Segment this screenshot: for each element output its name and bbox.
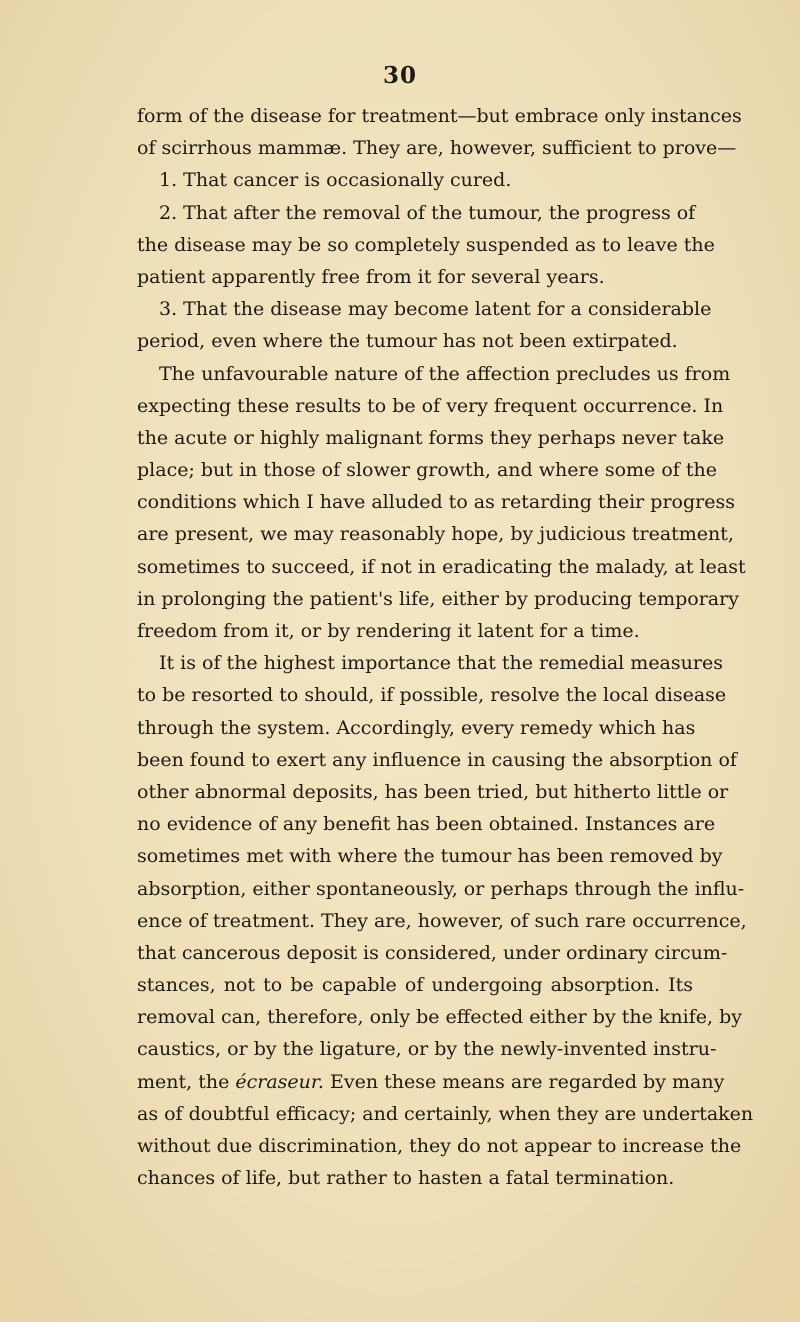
text-line: sometimes met with where the tumour has been removed by	[137, 845, 723, 868]
text-line: patient apparently free from it for several years.	[137, 265, 605, 288]
text-line: been found to exert any influence in causing the absorption of	[137, 748, 737, 771]
text-line: period, even where the tumour has not been extirpated.	[137, 330, 678, 353]
text-line: 3. That the disease may become latent for a considerable	[159, 298, 712, 321]
text-line: 2. That after the removal of the tumour, the progress of	[159, 201, 696, 224]
body-text	[137, 100, 754, 1194]
text-line: absorption, either spontaneously, or perhaps through the influ-	[137, 877, 745, 900]
text-line: conditions which I have alluded to as retarding their progress	[137, 491, 735, 514]
text-line: that cancerous deposit is considered, under ordinary circum-	[137, 941, 728, 964]
text-segment: ment, the	[137, 1070, 236, 1093]
text-line: It is of the highest importance that the remedial measures	[159, 652, 723, 675]
text-line: removal can, therefore, only be effected either by the knife, by	[137, 1006, 742, 1029]
text-line-with-italic	[137, 1066, 725, 1098]
text-segment: Even these means are regarded by many	[323, 1070, 725, 1093]
text-line: as of doubtful efficacy; and certainly, when they are undertaken	[137, 1102, 754, 1125]
text-line: are present, we may reasonably hope, by judicious treatment,	[137, 523, 734, 546]
text-line: caustics, or by the ligature, or by the newly-invented instru-	[137, 1038, 717, 1061]
text-line: other abnormal deposits, has been tried, but hitherto little or	[137, 780, 729, 803]
text-line: expecting these results to be of very frequent occurrence. In	[137, 394, 724, 417]
text-line: stances, not to be capable of undergoing absorption. Its	[137, 974, 693, 997]
text-line: the disease may be so completely suspended as to leave the	[137, 233, 715, 256]
text-line: to be resorted to should, if possible, resolve the local disease	[137, 684, 727, 707]
text-line: in prolonging the patient's life, either by producing temporary	[137, 587, 739, 610]
page-number: 30	[382, 62, 417, 89]
text-line: The unfavourable nature of the affection precludes us from	[159, 362, 731, 385]
text-line: 1. That cancer is occasionally cured.	[159, 169, 512, 192]
text-line: the acute or highly malignant forms they perhaps never take	[137, 426, 725, 449]
text-line: freedom from it, or by rendering it latent for a time.	[137, 620, 640, 642]
text-line: through the system. Accordingly, every remedy which has	[137, 716, 696, 739]
text-line: without due discrimination, they do not appear to increase the	[137, 1135, 742, 1157]
italic-term: écraseur.	[235, 1070, 324, 1093]
text-line: chances of life, but rather to hasten a fatal termination.	[137, 1167, 675, 1190]
text-line: ence of treatment. They are, however, of such rare occurrence,	[137, 909, 747, 932]
text-line: no evidence of any benefit has been obtained. Instances are	[137, 813, 716, 836]
text-line: of scirrhous mammæ. They are, however, sufficient to prove—	[137, 137, 737, 160]
text-line: place; but in those of slower growth, and where some of the	[137, 459, 717, 482]
text-line: sometimes to succeed, if not in eradicating the malady, at least	[137, 555, 746, 578]
text-line: form of the disease for treatment—but embrace only instances	[137, 105, 742, 127]
